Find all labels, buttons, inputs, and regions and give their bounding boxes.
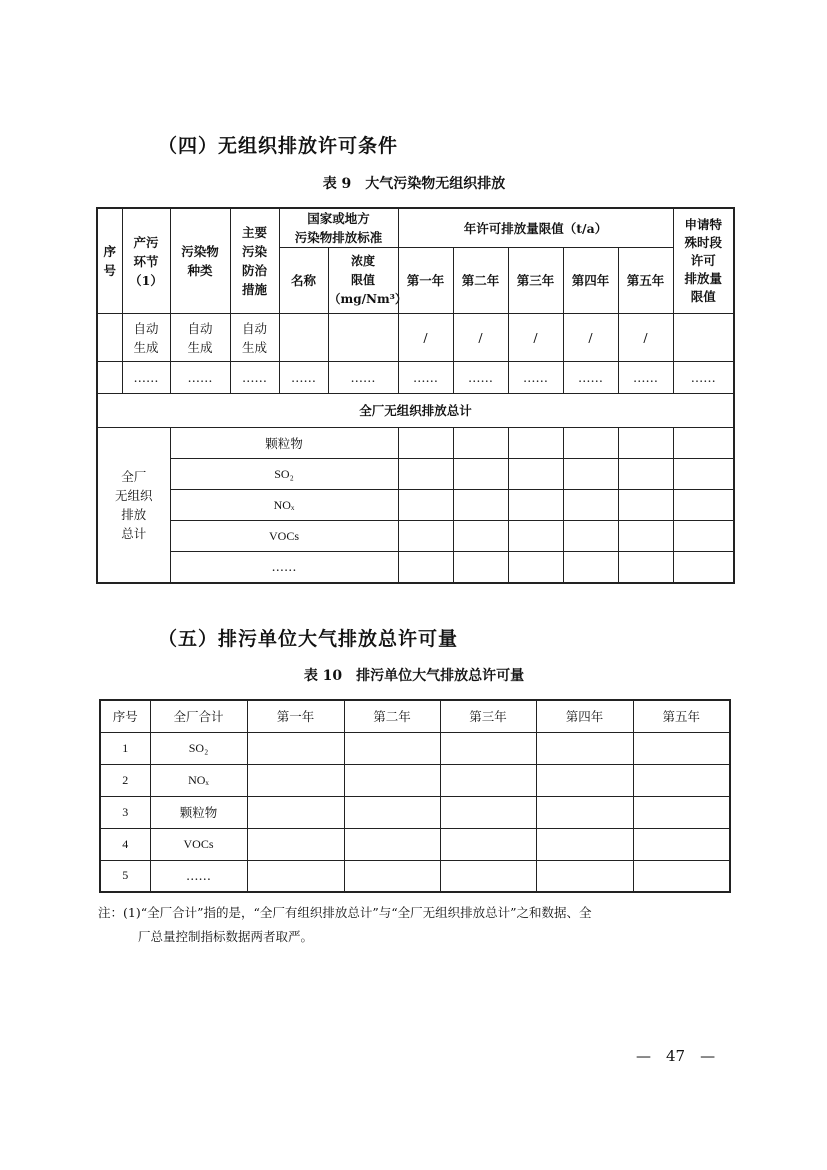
row-number: 5 [100, 860, 150, 892]
row-number: 1 [100, 732, 150, 764]
table9 [96, 207, 735, 584]
section4-title: （四）无组织排放许可条件 [158, 135, 399, 157]
row-item: NOₓ [150, 764, 247, 796]
cell-ellipsis: …… [170, 362, 230, 394]
header-cell: 第三年 [440, 700, 536, 732]
header-cell: 全厂合计 [150, 700, 247, 732]
total-item: …… [170, 552, 398, 583]
table-row [100, 828, 730, 860]
table-row [100, 860, 730, 892]
cell-slash: / [398, 314, 453, 362]
header-stage: 产污 环节 （1） [122, 208, 170, 314]
table-note-line2: 厂总量控制指标数据两者取严。 [138, 929, 314, 944]
header-measures: 主要 污染 防治 措施 [230, 208, 279, 314]
header-cell: 第二年 [344, 700, 440, 732]
cell-ellipsis: …… [328, 362, 398, 394]
row-item: …… [150, 860, 247, 892]
header-std-name: 名称 [279, 248, 328, 314]
header-cell: 第五年 [633, 700, 730, 732]
table-note-line1: 注：(1)“全厂合计”指的是，“全厂有组织排放总计”与“全厂无组织排放总计”之和数据、全 [98, 905, 592, 920]
table-row [100, 764, 730, 796]
cell [673, 314, 734, 362]
header-year: 第二年 [453, 248, 508, 314]
table-row [100, 796, 730, 828]
header-special: 申请特 殊时段 许可 排放量 限值 [673, 208, 734, 314]
row-number: 4 [100, 828, 150, 860]
header-cell: 第一年 [247, 700, 344, 732]
cell [328, 314, 398, 362]
cell-ellipsis: …… [398, 362, 453, 394]
cell-ellipsis: …… [453, 362, 508, 394]
cell-slash: / [618, 314, 673, 362]
cell-ellipsis: …… [279, 362, 328, 394]
cell-ellipsis: …… [673, 362, 734, 394]
total-label: 全厂无组织排放总计 [97, 394, 734, 428]
total-item: 颗粒物 [170, 428, 398, 459]
cell-ellipsis: …… [618, 362, 673, 394]
page-number: — 47 — [636, 1047, 716, 1065]
cell-pollutant: 自动 生成 [170, 314, 230, 362]
table-row [97, 521, 734, 552]
cell-measures: 自动 生成 [230, 314, 279, 362]
header-seq: 序 号 [97, 208, 122, 314]
header-cell: 第四年 [536, 700, 633, 732]
header-standard: 国家或地方 污染物排放标准 [279, 208, 398, 248]
row-number: 2 [100, 764, 150, 796]
table10-caption: 表 10 排污单位大气排放总许可量 [303, 668, 525, 684]
header-std-conc: 浓度 限值 （mg/Nm³） [328, 248, 398, 314]
table10 [99, 699, 731, 893]
table-row [97, 552, 734, 583]
cell-ellipsis: …… [508, 362, 563, 394]
header-year: 第四年 [563, 248, 618, 314]
table-row [97, 314, 734, 362]
cell-stage: 自动 生成 [122, 314, 170, 362]
header-annual: 年许可排放量限值（t/a） [398, 208, 673, 248]
cell-ellipsis: …… [230, 362, 279, 394]
header-year: 第五年 [618, 248, 673, 314]
cell-slash: / [453, 314, 508, 362]
cell-slash: / [563, 314, 618, 362]
cell-ellipsis: …… [563, 362, 618, 394]
cell [97, 314, 122, 362]
total-item: VOCs [170, 521, 398, 552]
table-row [100, 732, 730, 764]
total-item: NOₓ [170, 490, 398, 521]
total-group-label: 全厂 无组织 排放 总计 [97, 428, 170, 583]
section5-title: （五）排污单位大气排放总许可量 [158, 628, 459, 650]
header-cell: 序号 [100, 700, 150, 732]
table-row [97, 362, 734, 394]
cell [279, 314, 328, 362]
table9-caption: 表 9 大气污染物无组织排放 [322, 176, 506, 192]
row-item: VOCs [150, 828, 247, 860]
table-row [97, 459, 734, 490]
table-row [97, 428, 734, 459]
cell-slash: / [508, 314, 563, 362]
row-number: 3 [100, 796, 150, 828]
cell [97, 362, 122, 394]
cell-ellipsis: …… [122, 362, 170, 394]
row-item: SO₂ [150, 732, 247, 764]
total-item: SO₂ [170, 459, 398, 490]
header-year: 第三年 [508, 248, 563, 314]
header-year: 第一年 [398, 248, 453, 314]
row-item: 颗粒物 [150, 796, 247, 828]
table-row [97, 490, 734, 521]
header-pollutant: 污染物 种类 [170, 208, 230, 314]
